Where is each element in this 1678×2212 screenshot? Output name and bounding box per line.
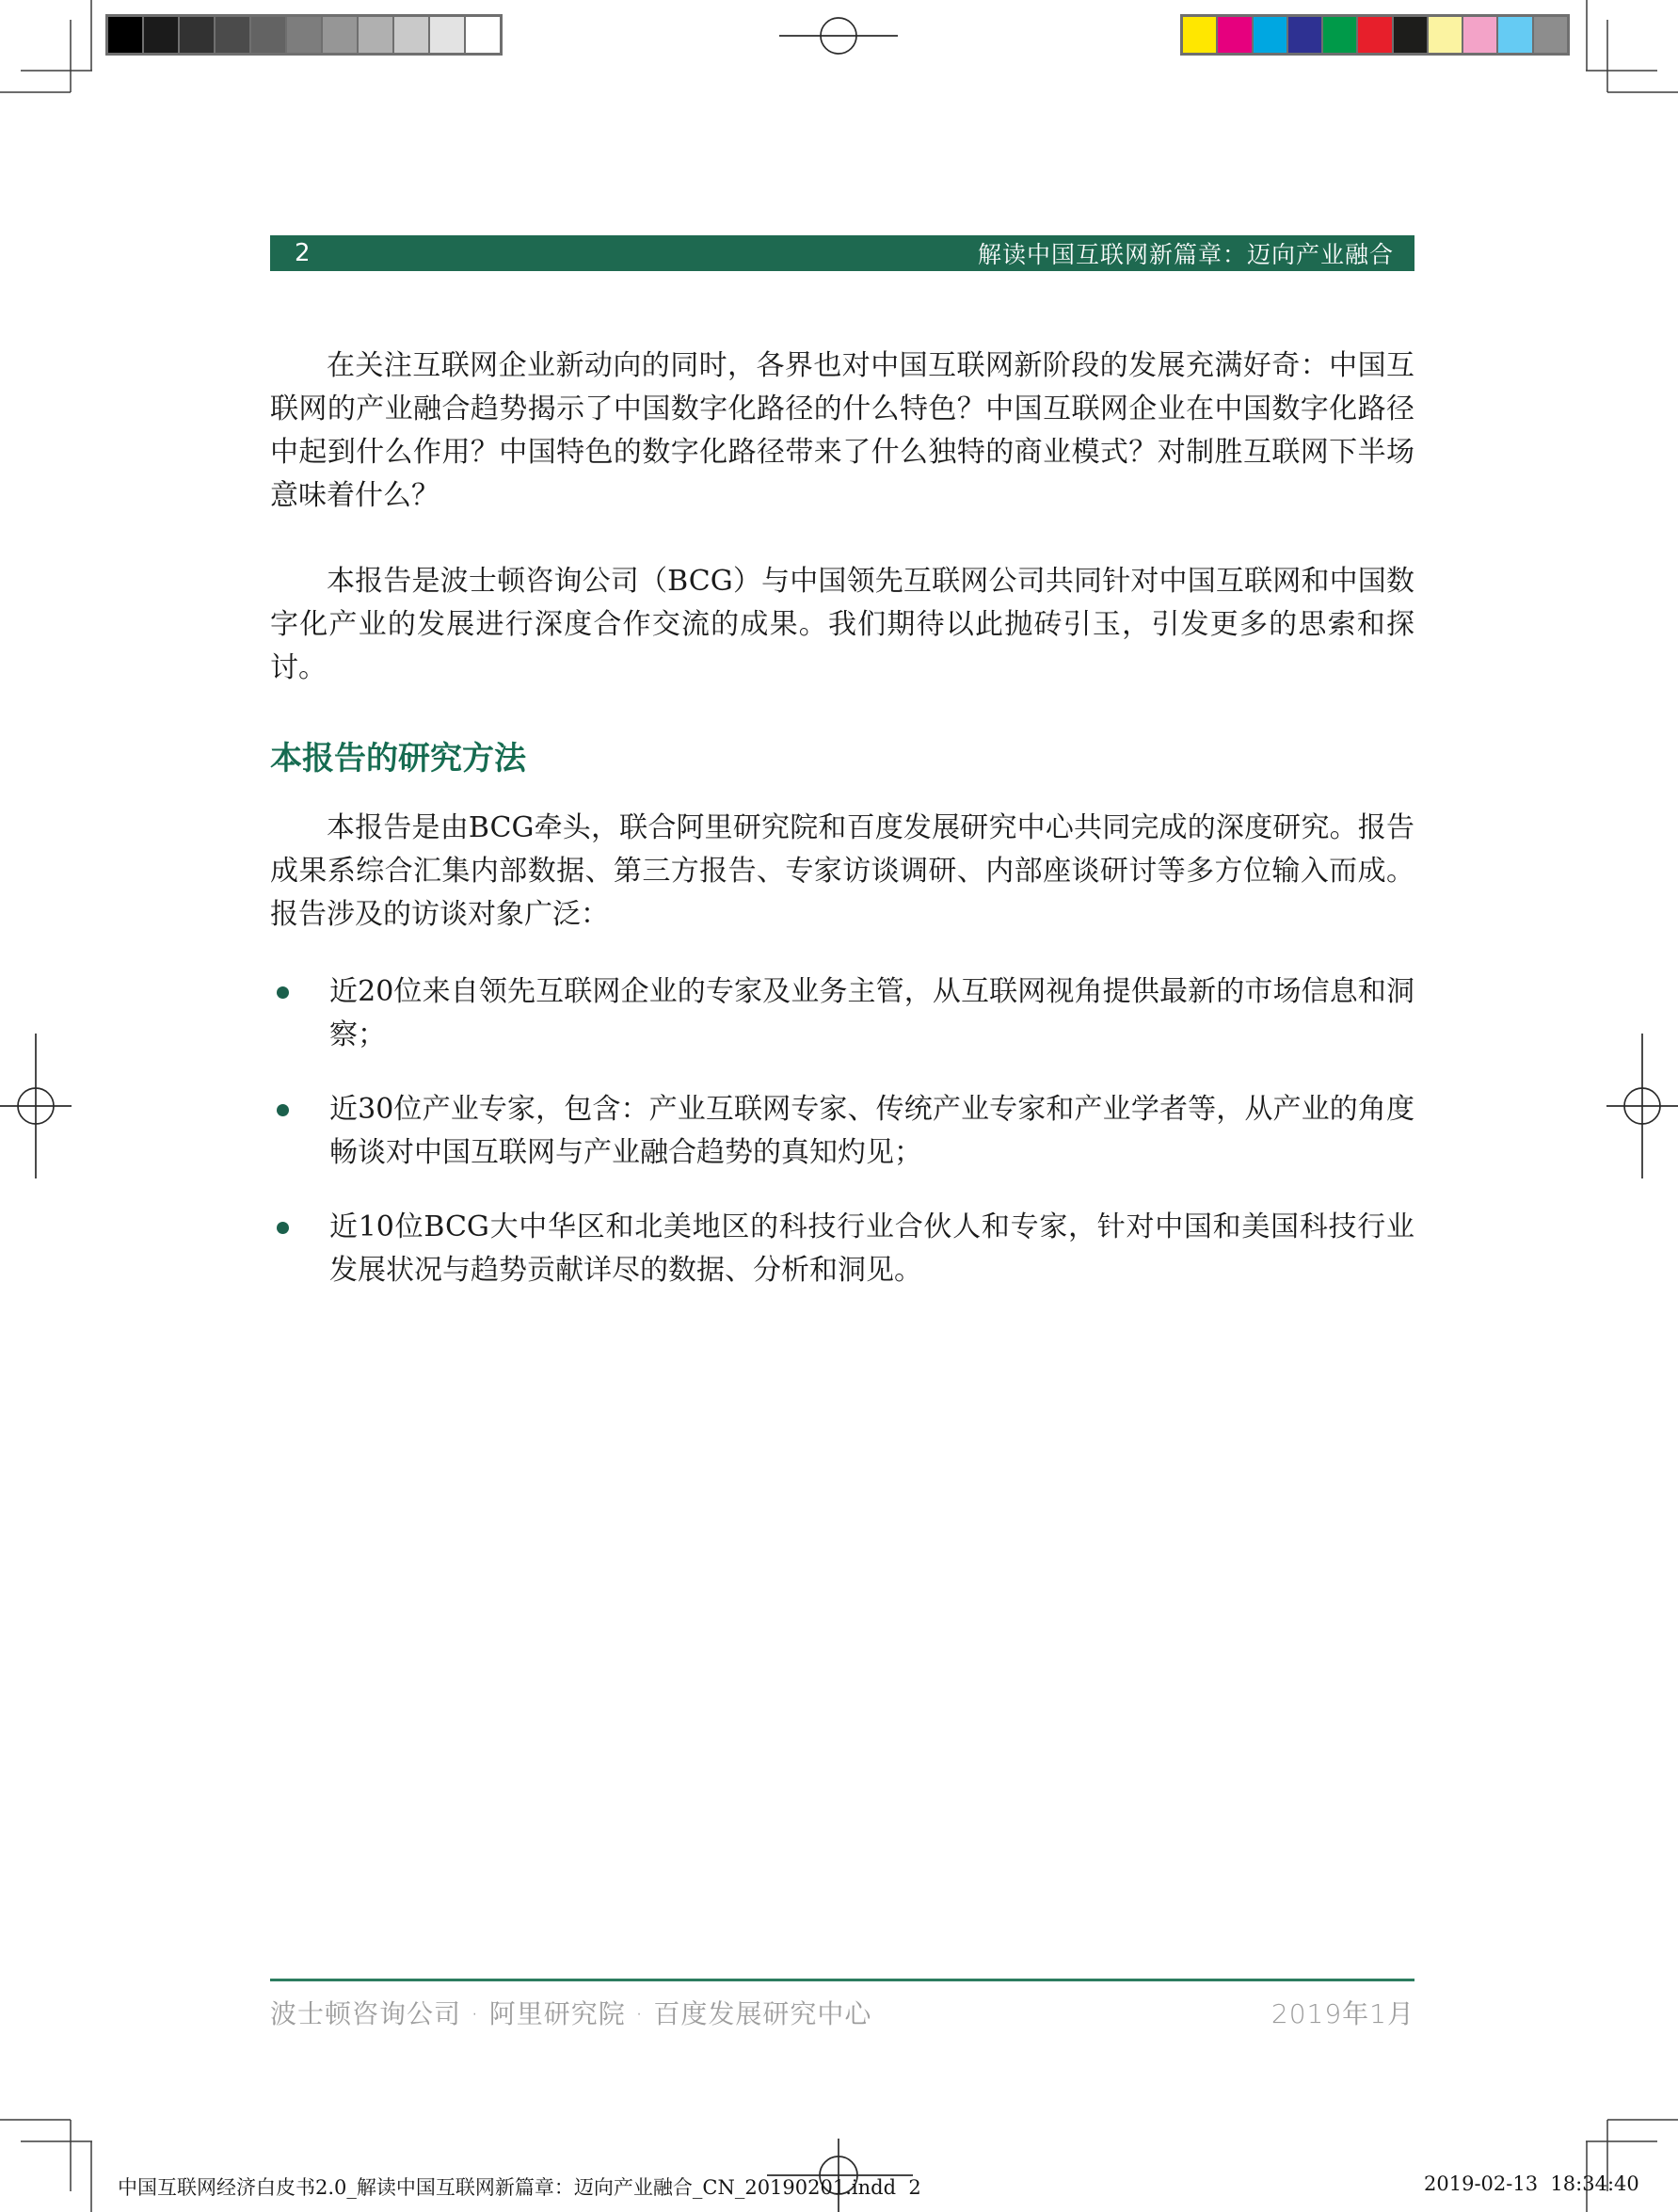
color-swatch <box>1323 17 1356 53</box>
footer-organizations: 波士顿咨询公司 · 阿里研究院 · 百度发展研究中心 <box>270 1998 872 2029</box>
list-item <box>270 1088 1414 1175</box>
bullet-list <box>270 970 1414 1292</box>
grayscale-swatch <box>466 17 500 53</box>
grayscale-swatch <box>108 17 142 53</box>
color-swatch <box>1358 17 1391 53</box>
body-paragraph: 在关注互联网企业新动向的同时，各界也对中国互联网新阶段的发展充满好奇：中国互联网的产业融合趋势揭示了中国数字化路径的什么特色？中国互联网企业在中国数字化路径中起到什么作用？中国特色的数字化路径带来了什么独特的商业模式？对制胜互联网下半场意味着什么？ <box>270 349 1414 512</box>
list-item-text: 近20位来自领先互联网企业的专家及业务主管，从互联网视角提供最新的市场信息和洞察； <box>329 975 1414 1051</box>
grayscale-swatch <box>180 17 214 53</box>
list-item <box>270 970 1414 1057</box>
slug-timestamp: 2019-02-13 18:34:40 <box>1424 2172 1639 2195</box>
color-swatch <box>1254 17 1286 53</box>
slug-filename: 中国互联网经济白皮书2.0_解读中国互联网新篇章：迈向产业融合_CN_20190201.indd 2 <box>118 2176 921 2199</box>
bullet-icon <box>277 1222 289 1234</box>
color-calibration-bar <box>1180 14 1570 56</box>
grayscale-swatch <box>430 17 464 53</box>
list-item-text: 近30位产业专家，包含：产业互联网专家、传统产业专家和产业学者等，从产业的角度畅谈对中国互联网与产业融合趋势的真知灼见； <box>329 1093 1414 1169</box>
color-swatch <box>1218 17 1251 53</box>
grayscale-swatch <box>359 17 392 53</box>
page-footer <box>270 1979 1414 2031</box>
footer-date: 2019年1月 <box>1270 1998 1414 2029</box>
color-swatch <box>1463 17 1496 53</box>
grayscale-swatch <box>251 17 285 53</box>
list-item <box>270 1206 1414 1292</box>
section-heading: 本报告的研究方法 <box>270 740 526 777</box>
color-swatch <box>1183 17 1216 53</box>
bullet-icon <box>277 1104 289 1116</box>
running-header-title: 解读中国互联网新篇章：迈向产业融合 <box>977 241 1394 268</box>
page-body <box>270 345 1414 1292</box>
page-number: 2 <box>295 239 311 267</box>
grayscale-swatch <box>144 17 178 53</box>
color-swatch <box>1394 17 1427 53</box>
grayscale-swatch <box>216 17 249 53</box>
grayscale-swatch <box>394 17 428 53</box>
grayscale-calibration-bar <box>105 14 503 56</box>
color-swatch <box>1498 17 1531 53</box>
color-swatch <box>1429 17 1462 53</box>
color-swatch <box>1534 17 1567 53</box>
page-header-bar <box>270 235 1414 271</box>
body-paragraph: 本报告是波士顿咨询公司（BCG）与中国领先互联网公司共同针对中国互联网和中国数字化产业的发展进行深度合作交流的成果。我们期待以此抛砖引玉，引发更多的思索和探讨。 <box>270 565 1414 684</box>
body-paragraph: 本报告是由BCG牵头，联合阿里研究院和百度发展研究中心共同完成的深度研究。报告成果系综合汇集内部数据、第三方报告、专家访谈调研、内部座谈研讨等多方位输入而成。报告涉及的访谈对象广泛： <box>270 811 1414 931</box>
color-swatch <box>1288 17 1321 53</box>
bullet-icon <box>277 986 289 999</box>
list-item-text: 近10位BCG大中华区和北美地区的科技行业合伙人和专家，针对中国和美国科技行业发展状况与趋势贡献详尽的数据、分析和洞见。 <box>329 1210 1414 1287</box>
grayscale-swatch <box>287 17 321 53</box>
grayscale-swatch <box>323 17 357 53</box>
